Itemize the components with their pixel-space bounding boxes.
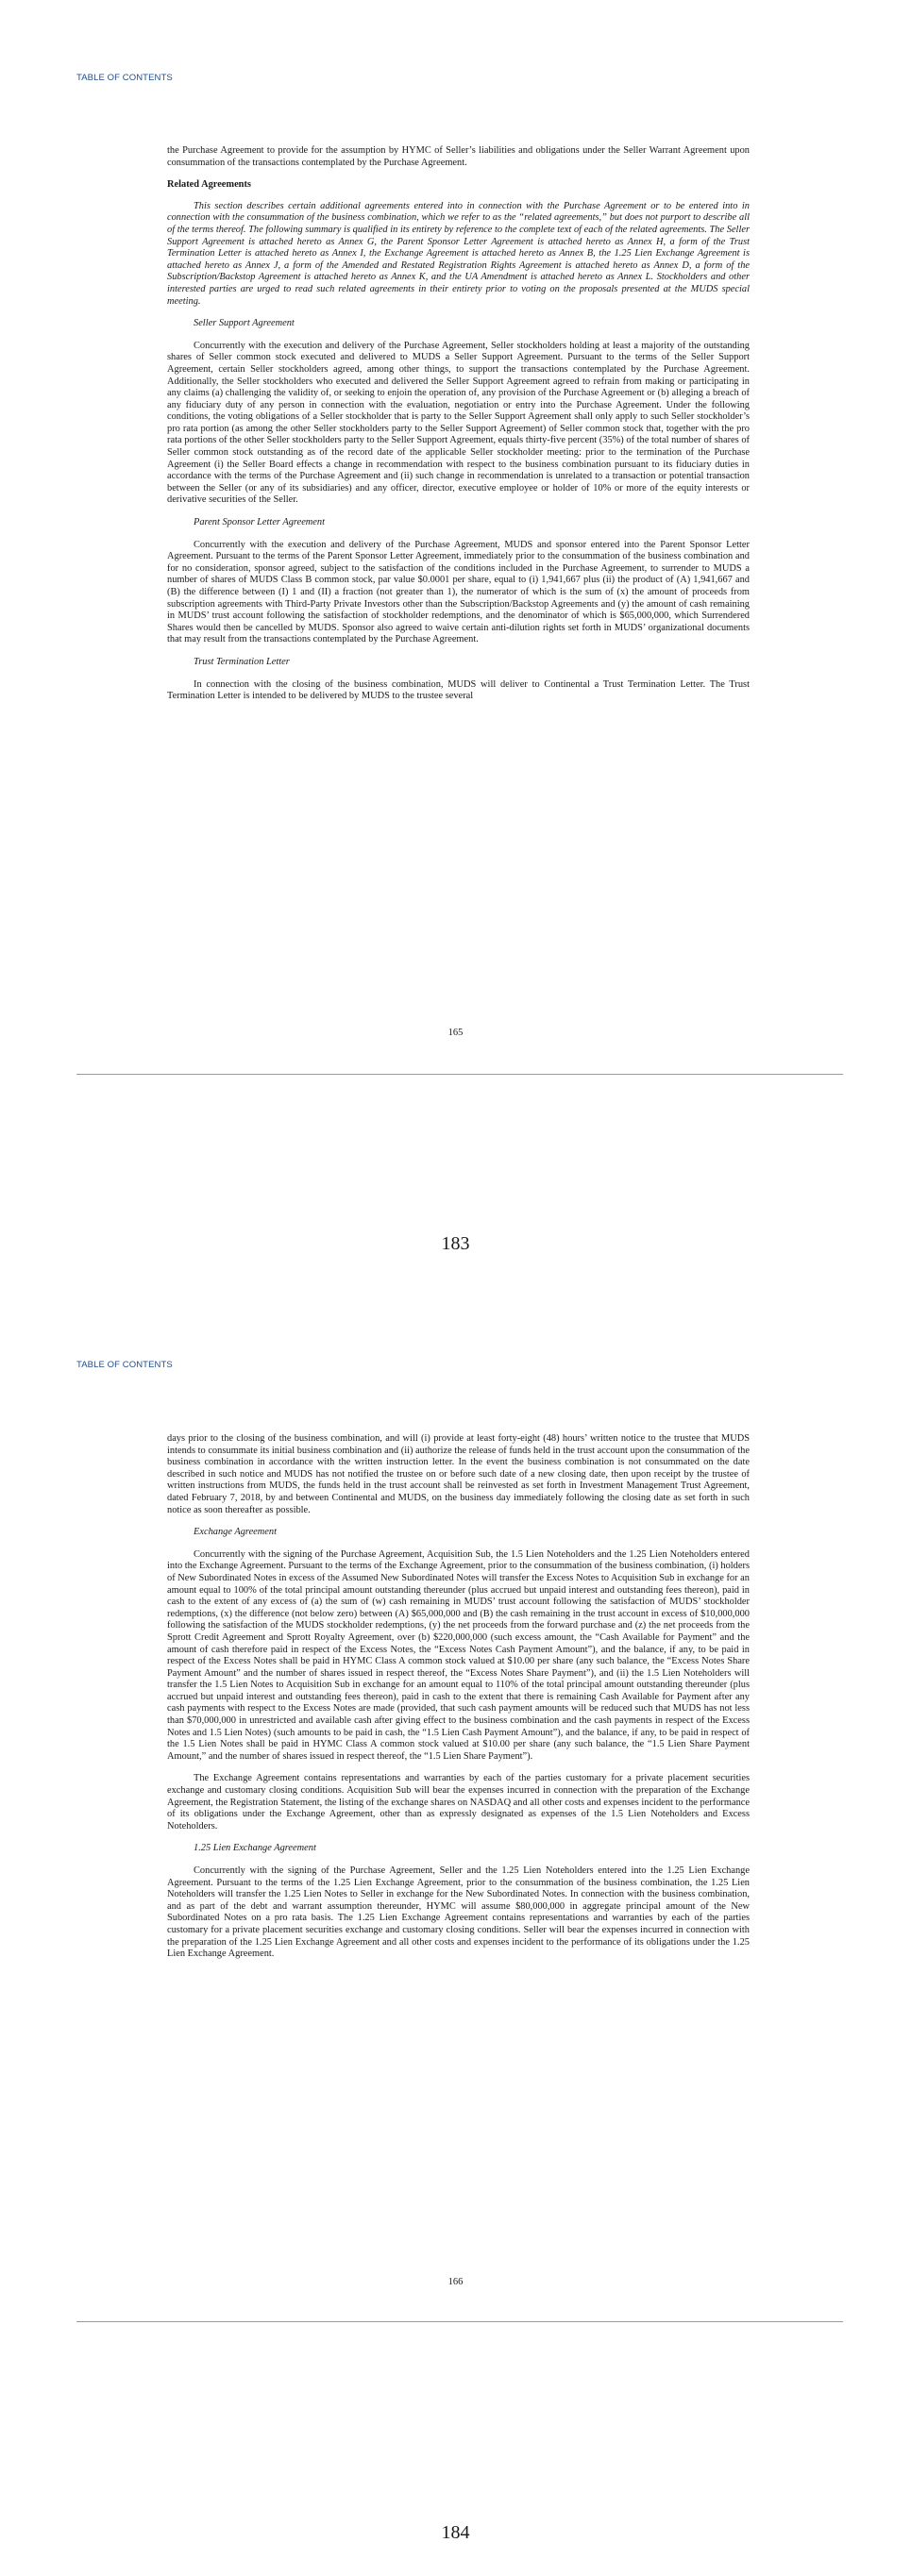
- page-number-165: 165: [447, 1028, 464, 1038]
- exchange-agreement-subheading: Exchange Agreement: [194, 1527, 277, 1538]
- parent-sponsor-letter-subheading: Parent Sponsor Letter Agreement: [194, 517, 326, 528]
- exchange-agreement-paragraph-1: Concurrently with the signing of the Purchase Agreement, Acquisition Sub, the 1.5 Lien Noteholders and the 1.25 Lien Noteholders entered into the Exchange Agreement. Pursuant to the terms of the Exchange Agreement, prior to the consummation of the business combination, (i) holders of New Subordinated Notes in excess of the Assumed New Subordinated Notes will transfer the Excess Notes to Acquisition Sub in exchange for an amount equal to 100% of the total principal amount outstanding thereunder (plus accrued but unpaid interest and outstanding fees thereon), paid in cash to the extent of any excess of (a) the sum of (w) cash remaining in MUDS’ trust account following the satisfaction of MUDS’ stockholder redemptions, (x) the difference (not below zero) between (A) $65,000,000 and (B) the cash remaining in the trust account in excess of $10,000,000 following the satisfaction of the MUDS stockholder redemptions, (y) the net proceeds from the forward purchase and (z) the net proceeds from the Sprott Credit Agreement and Sprott Royalty Agreement, over (b) $220,000,000 (such excess amount, the “Cash Available for Payment” and the amount of cash therefore paid in respect of the Excess Notes, the “Excess Notes Cash Payment Amount”), and the balance, if any, to be paid in respect of the Excess Notes shall be paid in HYMC Class A common stock valued at $10.00 per share (any such balance, the “Excess Notes Share Payment Amount” and the number of shares issued in respect thereof, the “Excess Notes Share Payment”), and (ii) the 1.5 Lien Noteholders will transfer the 1.5 Lien Notes to Acquisition Sub in exchange for an amount equal to 110% of the total principal amount outstanding thereunder (plus accrued but unpaid interest and outstanding fees thereon), paid in cash to the extent that there is remaining Cash Available for Payment after any cash payments with respect to the Excess Notes are made (provided, that such cash payment amounts will be reduced such that MUDS has not less than $70,000,000 in unrestricted and available cash after giving effect to the business combination and the cash payments in respect of the Excess Notes and 1.5 Lien Notes) (such amounts to be paid in cash, the “1.5 Lien Cash Payment Amount”), and the balance, if any, to be paid in respect of the 1.5 Lien Notes shall be paid in HYMC Class A common stock valued at $10.00 per share (any such balance, the “1.5 Lien Share Payment Amount,” and the number of shares issued in respect thereof, the “1.5 Lien Share Payment”).: [167, 1548, 750, 1762]
- purchase-agreement-intro-paragraph: the Purchase Agreement to provide for the assumption by HYMC of Seller’s liabilities and obligations under the Seller Warrant Agreement upon consummation of the transactions contemplated by the Purchase Agreement.: [167, 145, 750, 168]
- related-agreements-intro-paragraph: This section describes certain additional agreements entered into in connection with the Purchase Agreement or to be entered into in connection with the consummation of the business combination, which we refer to as the “related agreements,” but does not purport to describe all of the terms thereof. The following summary is qualified in its entirety by reference to the complete text of each of the related agreements. The Seller Support Agreement is attached hereto as Annex G, the Parent Sponsor Letter Agreement is attached hereto as Annex H, a form of the Trust Termination Letter is attached hereto as Annex I, the Exchange Agreement is attached hereto as Annex B, the 1.25 Lien Exchange Agreement is attached hereto as Annex J, a form of the Amended and Restated Registration Rights Agreement is attached hereto as Annex D, a form of the Subscription/Backstop Agreement is attached hereto as Annex K, and the UA Amendment is attached hereto as Annex L. Stockholders and other interested parties are urged to read such related agreements in their entirety prior to voting on the proposals presented at the MUDS special meeting.: [167, 200, 750, 307]
- seller-support-agreement-paragraph: Concurrently with the execution and delivery of the Purchase Agreement, Seller stockholders holding at least a majority of the outstanding shares of Seller common stock executed and delivered to MUDS a Seller Support Agreement. Pursuant to the terms of the Seller Support Agreement, certain Seller stockholders agreed, among other things, to support the transactions contemplated by the Purchase Agreement. Additionally, the Seller stockholders who executed and delivered the Seller Support Agreement agreed to refrain from making or participating in any claims (a) challenging the validity of, or seeking to enjoin the operation of, any provision of the Purchase Agreement or (b) alleging a breach of any fiduciary duty of any person in connection with the evaluation, negotiation or entry into the Purchase Agreement. Under the following conditions, the voting obligations of a Seller stockholder that is party to the Seller Support Agreement shall only apply to such Seller stockholder’s pro rata portion (as among the other Seller stockholders party to the Seller Support Agreement) of Seller common stock that, together with the pro rata portions of the other Seller stockholders party to the Seller Support Agreement, equals thirty-five percent (35%) of the total number of shares of Seller common stock outstanding as of the record date of the applicable Seller stockholder meeting: prior to the termination of the Purchase Agreement (i) the Seller Board effects a change in recommendation with respect to the business combination pursuant to its fiduciary duties in accordance with the terms of the Purchase Agreement and (ii) such change in recommendation is unrelated to a transaction or potential transaction between the Seller (or any of its subsidiaries) and any officer, director, executive employee or holder of 10% or more of the equity interests or derivative securities of the Seller.: [167, 340, 750, 506]
- trust-termination-letter-paragraph: In connection with the closing of the business combination, MUDS will deliver to Continental a Trust Termination Letter. The Trust Termination Letter is intended to be delivered by MUDS to the trustee several: [167, 678, 750, 702]
- lien-125-exchange-agreement-paragraph: Concurrently with the signing of the Purchase Agreement, Seller and the 1.25 Lien Noteholders entered into the 1.25 Lien Exchange Agreement. Pursuant to the terms of the 1.25 Lien Exchange Agreement, prior to the consummation of the business combination, the 1.25 Lien Noteholders will transfer the 1.25 Lien Notes to Seller in exchange for the New Subordinated Notes. In connection with the business combination, and as part of the debt and warrant assumption thereunder, HYMC will assume $80,000,000 in aggregate principal amount of the New Subordinated Notes on a pro rata basis. The 1.25 Lien Exchange Agreement contains representations and warranties by each of the parties customary for a private placement securities exchange and customary closing conditions. Seller will bear the expenses incurred in connection with the preparation of the 1.25 Lien Exchange Agreement and all other costs and expenses incident to the performance of its obligations under the 1.25 Lien Exchange Agreement.: [167, 1865, 750, 1960]
- page-separator: [76, 2321, 843, 2322]
- exchange-agreement-paragraph-2: The Exchange Agreement contains representations and warranties by each of the parties customary for a private placement securities exchange and customary closing conditions. Acquisition Sub will bear the expenses incurred in connection with the preparation of the Exchange Agreement, the Registration Statement, the listing of the exchange shares on NASDAQ and all other costs and expenses incident to the performance of its obligations under the Exchange Agreement, other than as expressly designated as expenses of the 1.5 Lien Noteholders and Excess Noteholders.: [167, 1773, 750, 1832]
- page-separator: [76, 1074, 843, 1075]
- document-page-184: 184: [441, 2522, 470, 2543]
- seller-support-agreement-subheading: Seller Support Agreement: [194, 318, 295, 329]
- trust-termination-continued-paragraph: days prior to the closing of the business combination, and will (i) provide at least forty-eight (48) hours’ written notice to the trustee that MUDS intends to consummate its initial business combination and (ii) authorize the release of funds held in the trust account upon the consummation of the business combination in accordance with the written instruction letter. In the event the business combination is not consummated on the date described in such notice and MUDS has not notified the trustee on or before such date of a new closing date, then upon receipt by the trustee of written instructions from MUDS, the funds held in the trust account shall be reinvested as set forth in Investment Management Trust Agreement, dated February 7, 2018, by and between Continental and MUDS, on the business day immediately following the closing date as set forth in such notice as soon thereafter as possible.: [167, 1433, 750, 1515]
- document-page-183: 183: [441, 1233, 470, 1254]
- table-of-contents-link[interactable]: TABLE OF CONTENTS: [76, 1360, 173, 1370]
- page-166-body: [167, 1433, 750, 1971]
- table-of-contents-link[interactable]: TABLE OF CONTENTS: [76, 73, 173, 83]
- related-agreements-heading: Related Agreements: [167, 179, 251, 191]
- page-165-body: [167, 145, 750, 713]
- trust-termination-letter-subheading: Trust Termination Letter: [194, 656, 290, 667]
- parent-sponsor-letter-paragraph: Concurrently with the execution and delivery of the Purchase Agreement, MUDS and sponsor entered into the Parent Sponsor Letter Agreement. Pursuant to the terms of the Parent Sponsor Letter Agreement, immediately prior to the consummation of the business combination and for no consideration, sponsor agreed, subject to the satisfaction of the conditions included in the Purchase Agreement, to surrender to MUDS a number of shares of MUDS Class B common stock, par value $0.0001 per share, equal to (i) 1,941,667 plus (ii) the product of (A) 1,941,667 and (B) the difference between (I) 1 and (II) a fraction (not greater than 1), the numerator of which is the sum of (x) the amount of proceeds from subscription agreements with Third-Party Private Investors other than the Subscription/Backstop Agreements and (y) the amount of cash remaining in MUDS’ trust account following the satisfaction of stockholder redemptions, and the denominator of which is $65,000,000, which Surrendered Shares would then be cancelled by MUDS. Sponsor also agreed to waive certain anti-dilution rights set forth in MUDS’ organizational documents that may result from the transactions contemplated by the Purchase Agreement.: [167, 539, 750, 645]
- page-number-166: 166: [447, 2277, 464, 2287]
- lien-125-exchange-agreement-subheading: 1.25 Lien Exchange Agreement: [194, 1843, 316, 1854]
